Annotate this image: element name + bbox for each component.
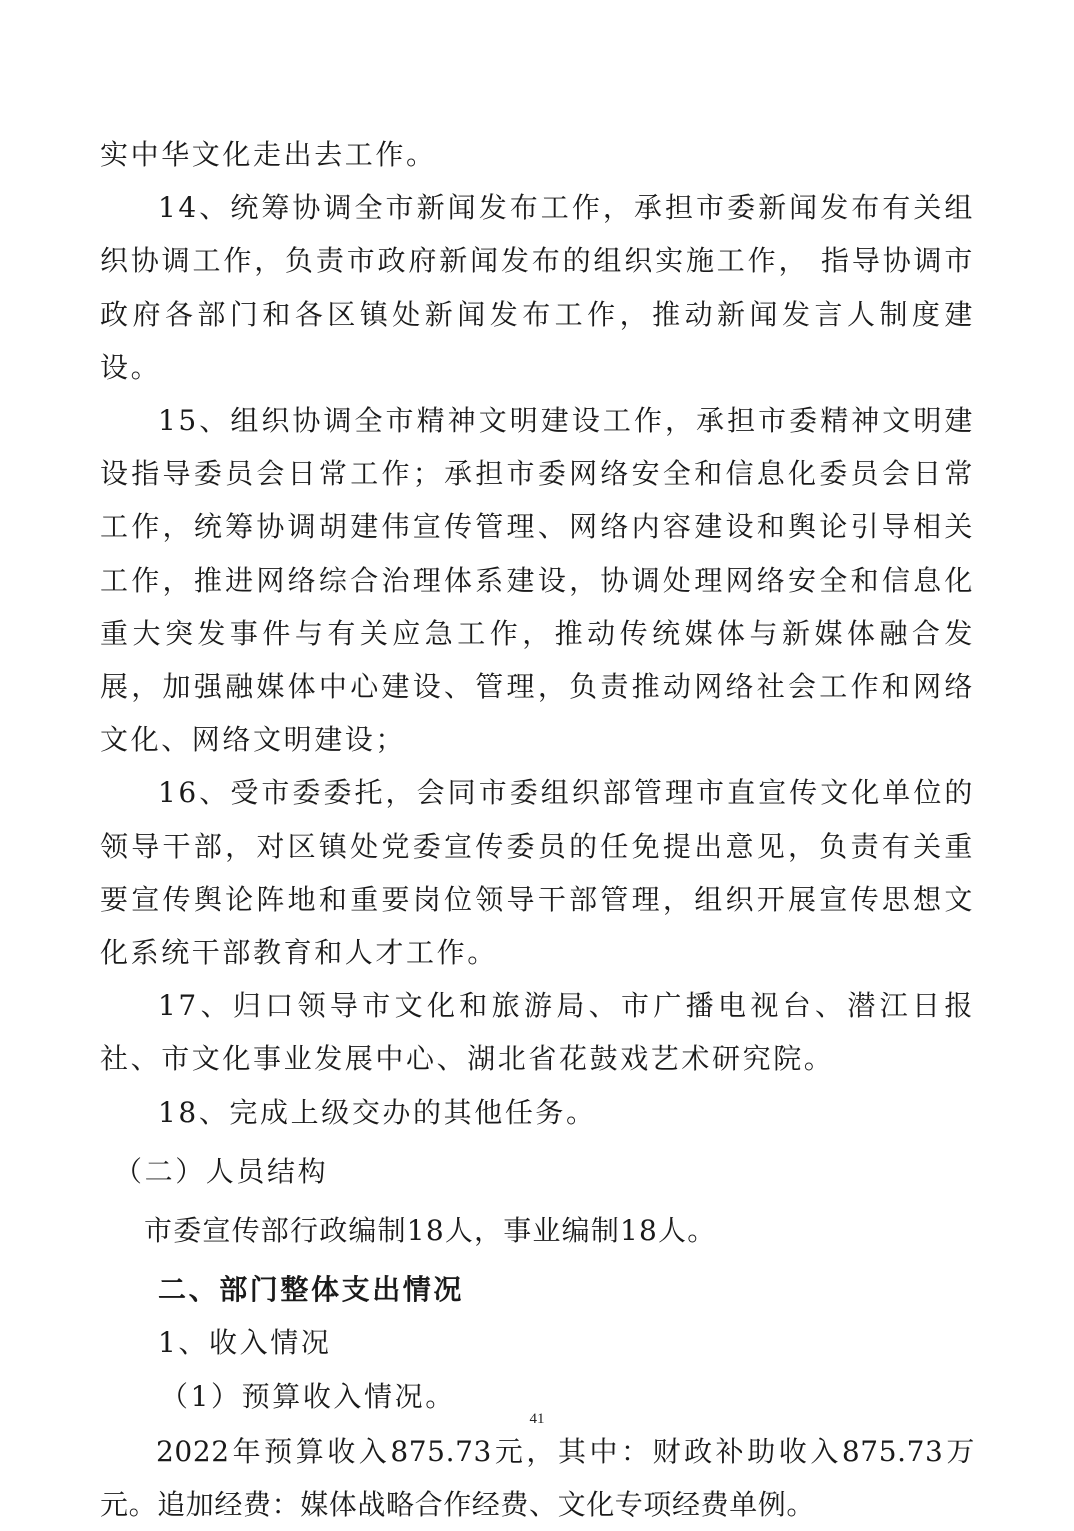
expenditure-heading: 二、部门整体支出情况 [158,1273,465,1307]
income-label: 1、收入情况 [158,1326,332,1360]
document-body [100,128,975,1531]
paragraph-item-14: 14、统筹协调全市新闻发布工作，承担市委新闻发布有关组织协调工作，负责市政府新闻发布的组织实施工作， 指导协调市政府各部门和各区镇处新闻发布工作，推动新闻发言人制度建设。 [100,191,975,384]
paragraph-item-15: 15、组织协调全市精神文明建设工作，承担市委精神文明建设指导委员会日常工作；承担市委网络安全和信息化委员会日常工作，统筹协调胡建伟宣传管理、网络内容建设和舆论引导相关工作，推进网络综合治理体系建设，协调处理网络安全和信息化重大突发事件与有关应急工作，推动传统媒体与新媒体融合发展，加强融媒体中心建设、管理，负责推动网络社会工作和网络文化、网络文明建设； [100,404,975,757]
paragraph-continuation: 实中华文化走出去工作。 [100,138,437,171]
budget-income-label: （1）预算收入情况。 [160,1379,456,1413]
personnel-heading: （二）人员结构 [114,1154,329,1188]
budget-income-text: 2022年预算收入875.73元，其中：财政补助收入875.73万元。追加经费：媒体战略合作经费、文化专项经费单例。 [100,1434,975,1522]
personnel-text: 市委宣传部行政编制18人，事业编制18人。 [144,1214,717,1248]
paragraph-item-16: 16、受市委委托，会同市委组织部管理市直宣传文化单位的领导干部，对区镇处党委宣传委员的任免提出意见，负责有关重要宣传舆论阵地和重要岗位领导干部管理，组织开展宣传思想文化系统干部教育和人才工作。 [100,776,975,970]
paragraph-item-17: 17、归口领导市文化和旅游局、市广播电视台、潜江日报社、市文化事业发展中心、湖北省花鼓戏艺术研究院。 [100,989,975,1076]
paragraph-item-18: 18、完成上级交办的其他任务。 [158,1095,597,1129]
page-number: 41 [529,1411,545,1427]
